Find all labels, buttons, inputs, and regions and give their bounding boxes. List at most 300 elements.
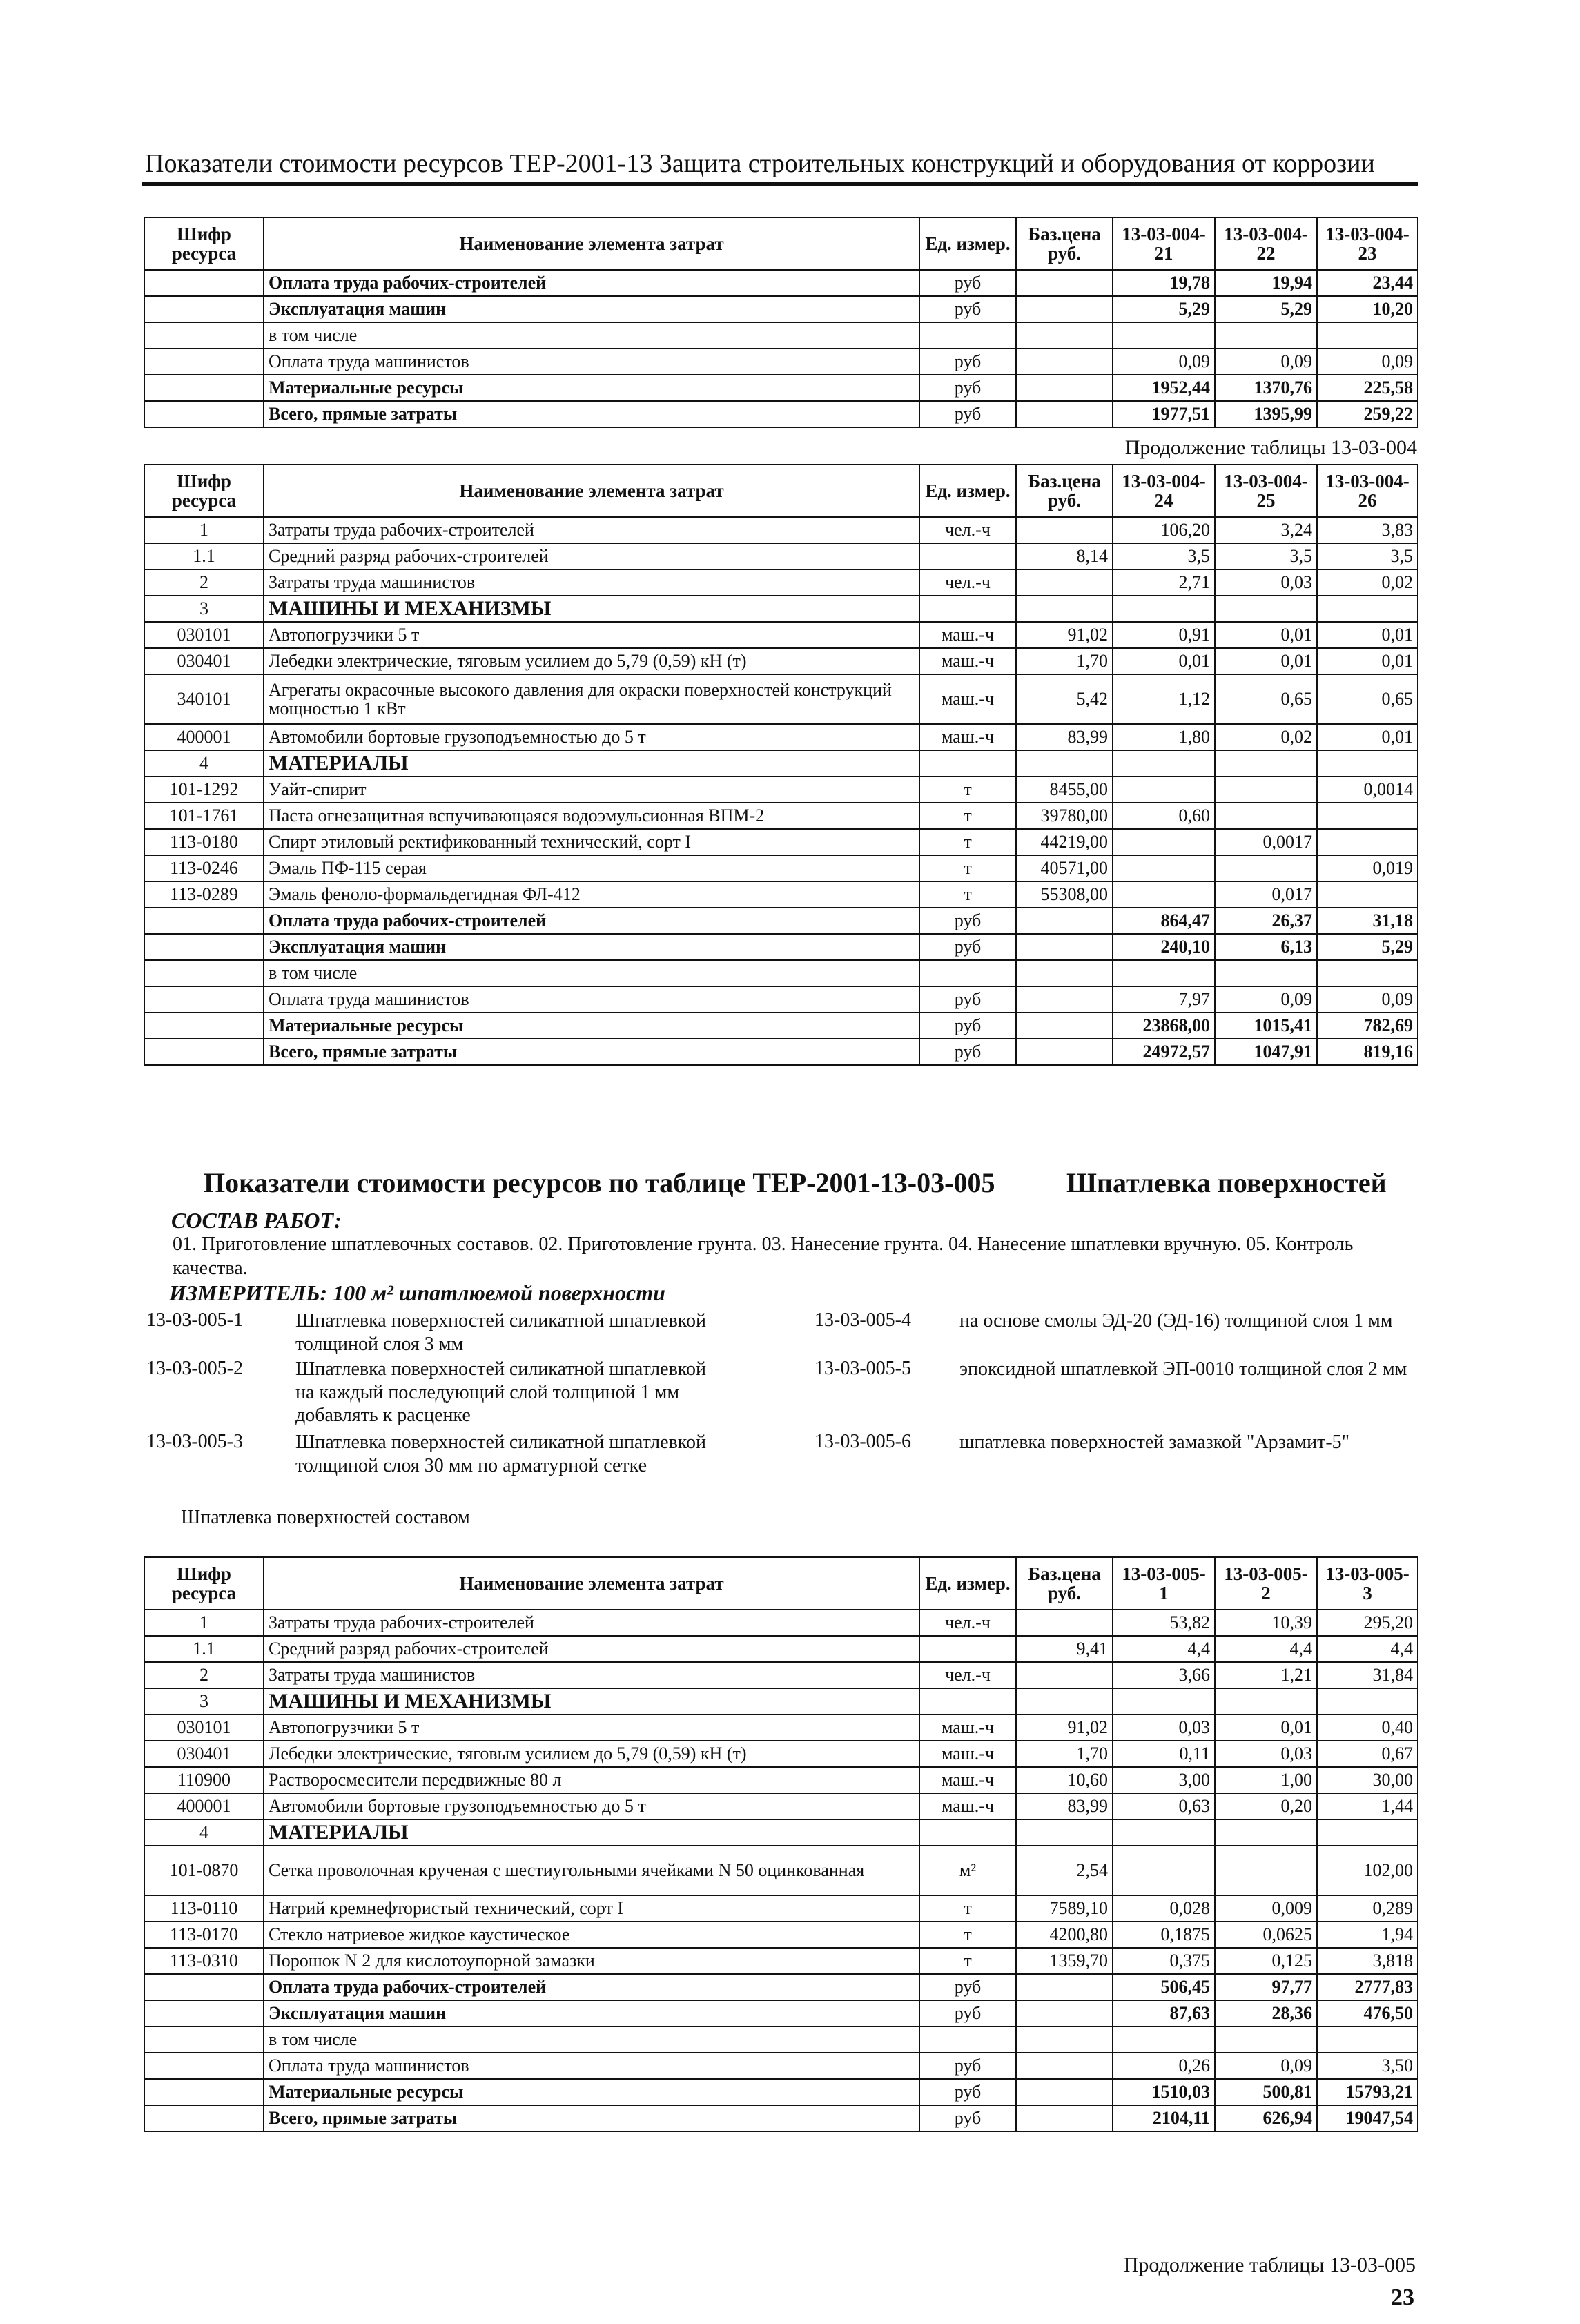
cell-value [1113,1819,1215,1846]
cell-value [1317,803,1418,829]
cell-price [1016,2000,1113,2027]
cell-value: 19,94 [1215,270,1317,296]
cell-price [1016,2053,1113,2079]
cell-unit: руб [919,908,1016,934]
cell-price: 5,42 [1016,674,1113,724]
cell-value: 0,65 [1317,674,1418,724]
cell-code: 113-0170 [144,1922,264,1948]
cell-name: МАШИНЫ И МЕХАНИЗМЫ [264,596,919,622]
cell-value: 5,29 [1317,934,1418,960]
cell-unit: чел.-ч [919,1662,1016,1688]
cell-code: 2 [144,569,264,596]
cell-value [1113,750,1215,777]
cell-value: 0,019 [1317,855,1418,881]
cell-code: 110900 [144,1767,264,1793]
cell-unit: маш.-ч [919,622,1016,648]
cell-code: 030101 [144,622,264,648]
cell-value: 0,0625 [1215,1922,1317,1948]
cell-code: 1 [144,1610,264,1636]
cell-name: в том числе [264,322,919,349]
cell-value: 0,01 [1317,622,1418,648]
cell-code: 3 [144,596,264,622]
cell-value: 1,12 [1113,674,1215,724]
cell-price [1016,1013,1113,1039]
cell-price [1016,2105,1113,2131]
cell-name: Средний разряд рабочих-строителей [264,543,919,569]
cell-value: 0,03 [1113,1715,1215,1741]
cell-value [1215,322,1317,349]
table-row [144,296,1418,322]
cell-value: 5,29 [1215,296,1317,322]
cell-value: 0,09 [1215,2053,1317,2079]
cell-code [144,2053,264,2079]
cell-value: 1,00 [1215,1767,1317,1793]
cell-value: 102,00 [1317,1846,1418,1895]
cell-price: 91,02 [1016,1715,1113,1741]
cell-price: 9,41 [1016,1636,1113,1662]
cell-unit: маш.-ч [919,674,1016,724]
cell-value: 0,028 [1113,1895,1215,1922]
cell-value: 1,94 [1317,1922,1418,1948]
header-rate-code: 13-03-004-24 [1113,465,1215,517]
cell-price [1016,270,1113,296]
continuation-note-2: Продолжение таблицы 13-03-005 [1123,2254,1416,2276]
header-name: Наименование элемента затрат [264,1557,919,1610]
cell-price: 91,02 [1016,622,1113,648]
cell-price [1016,1039,1113,1065]
cell-value: 476,50 [1317,2000,1418,2027]
cell-unit: руб [919,401,1016,427]
cell-unit: руб [919,349,1016,375]
table-row [144,908,1418,934]
item-code: 13-03-005-5 [815,1358,911,1379]
cell-value: 10,39 [1215,1610,1317,1636]
table-row [144,401,1418,427]
cell-value: 0,09 [1215,986,1317,1013]
cell-value: 819,16 [1317,1039,1418,1065]
cell-code [144,401,264,427]
cell-value: 0,09 [1317,986,1418,1013]
cell-code: 4 [144,750,264,777]
cell-value: 30,00 [1317,1767,1418,1793]
cell-price [1016,2079,1113,2105]
cell-code: 1.1 [144,543,264,569]
cell-value: 0,0017 [1215,829,1317,855]
cell-value [1113,596,1215,622]
cell-value [1215,596,1317,622]
cell-value: 0,02 [1317,569,1418,596]
cell-price [1016,517,1113,543]
table-row [144,270,1418,296]
item-text: Шпатлевка поверхностей силикатной шпатлевкой толщиной слоя 30 мм по арматурной сетке [295,1432,706,1476]
cell-name: Автопогрузчики 5 т [264,622,919,648]
cell-value: 3,66 [1113,1662,1215,1688]
cell-value: 0,01 [1215,622,1317,648]
table-row [144,803,1418,829]
cell-unit: руб [919,986,1016,1013]
table-row [144,2105,1418,2131]
header-rate-code: 13-03-004-21 [1113,217,1215,270]
cell-value: 0,01 [1317,724,1418,750]
cell-price: 8,14 [1016,543,1113,569]
cell-value: 0,26 [1113,2053,1215,2079]
cell-name: МАТЕРИАЛЫ [264,1819,919,1846]
cell-unit: руб [919,1039,1016,1065]
cell-code: 1.1 [144,1636,264,1662]
cell-unit [919,2027,1016,2053]
cell-value [1215,777,1317,803]
cell-value [1317,2027,1418,2053]
cell-name: Всего, прямые затраты [264,2105,919,2131]
resource-table-2 [144,464,1418,1066]
table-header-row [144,217,1418,270]
cell-code: 030401 [144,1741,264,1767]
cell-name: Материальные ресурсы [264,375,919,401]
cell-value [1113,2027,1215,2053]
cell-value [1317,1688,1418,1715]
table-row [144,2000,1418,2027]
cell-value: 782,69 [1317,1013,1418,1039]
cell-name: Порошок N 2 для кислотоупорной замазки [264,1948,919,1974]
cell-unit: чел.-ч [919,569,1016,596]
cell-value: 0,11 [1113,1741,1215,1767]
cell-value: 3,5 [1215,543,1317,569]
cell-code: 113-0180 [144,829,264,855]
cell-value: 225,58 [1317,375,1418,401]
table-row [144,1715,1418,1741]
cell-code [144,296,264,322]
cell-name: Оплата труда машинистов [264,349,919,375]
cell-value: 3,00 [1113,1767,1215,1793]
header-code: Шифр ресурса [144,1557,264,1610]
cell-name: Оплата труда рабочих-строителей [264,908,919,934]
cell-value: 0,017 [1215,881,1317,908]
cell-price: 40571,00 [1016,855,1113,881]
table-row [144,2053,1418,2079]
cell-name: Сетка проволочная крученая с шестиугольными ячейками N 50 оцинкованная [264,1846,919,1895]
cell-value: 0,63 [1113,1793,1215,1819]
cell-unit: т [919,829,1016,855]
cell-code: 1 [144,517,264,543]
cell-value: 4,4 [1215,1636,1317,1662]
header-name: Наименование элемента затрат [264,465,919,517]
cell-name: Затраты труда рабочих-строителей [264,517,919,543]
cell-price [1016,2027,1113,2053]
table-row [144,517,1418,543]
cell-value: 0,01 [1215,1715,1317,1741]
cell-code [144,908,264,934]
cell-code [144,375,264,401]
cell-value: 1510,03 [1113,2079,1215,2105]
cell-value: 864,47 [1113,908,1215,934]
cell-name: Оплата труда рабочих-строителей [264,1974,919,2000]
cell-value [1215,2027,1317,2053]
cell-code [144,349,264,375]
cell-value: 0,40 [1317,1715,1418,1741]
cell-value: 0,03 [1215,1741,1317,1767]
cell-name: Средний разряд рабочих-строителей [264,1636,919,1662]
cell-value: 106,20 [1113,517,1215,543]
cell-price: 83,99 [1016,724,1113,750]
cell-unit: руб [919,2105,1016,2131]
cell-value: 1395,99 [1215,401,1317,427]
cell-value: 4,4 [1317,1636,1418,1662]
cell-value [1317,881,1418,908]
cell-value: 626,94 [1215,2105,1317,2131]
cell-unit: маш.-ч [919,1715,1016,1741]
cell-code: 030401 [144,648,264,674]
cell-code: 113-0110 [144,1895,264,1922]
cell-value [1317,596,1418,622]
cell-price: 4200,80 [1016,1922,1113,1948]
cell-code: 3 [144,1688,264,1715]
cell-value [1113,881,1215,908]
cell-code [144,2027,264,2053]
cell-name: Всего, прямые затраты [264,1039,919,1065]
table-row [144,855,1418,881]
cell-value [1113,855,1215,881]
section-title: Показатели стоимости ресурсов по таблице ТЕР-2001-13-03-005 [204,1167,995,1198]
cell-unit [919,543,1016,569]
cell-value: 2777,83 [1317,1974,1418,2000]
cell-price: 1,70 [1016,648,1113,674]
item-text: Шпатлевка поверхностей силикатной шпатлевкой толщиной слоя 3 мм [295,1310,706,1355]
header-price: Баз.цена руб. [1016,465,1113,517]
cell-value: 3,818 [1317,1948,1418,1974]
header-rate-code: 13-03-005-2 [1215,1557,1317,1610]
table-row [144,986,1418,1013]
header-rate-code: 13-03-004-26 [1317,465,1418,517]
cell-value: 0,91 [1113,622,1215,648]
cell-code [144,1039,264,1065]
cell-value: 3,5 [1113,543,1215,569]
cell-price: 7589,10 [1016,1895,1113,1922]
cell-value: 0,125 [1215,1948,1317,1974]
continuation-note-1: Продолжение таблицы 13-03-004 [1124,436,1417,459]
cell-price [1016,349,1113,375]
cell-code: 340101 [144,674,264,724]
cell-name: Оплата труда рабочих-строителей [264,270,919,296]
cell-name: Автомобили бортовые грузоподъемностью до 5 т [264,724,919,750]
cell-value: 19,78 [1113,270,1215,296]
header-rate-code: 13-03-005-3 [1317,1557,1418,1610]
cell-price [1016,750,1113,777]
item-code: 13-03-005-3 [146,1431,243,1452]
cell-name: Агрегаты окрасочные высокого давления для окраски поверхностей конструкций мощностью 1 кВт [264,674,919,724]
cell-value: 0,65 [1215,674,1317,724]
cell-value [1317,829,1418,855]
cell-value: 0,01 [1113,648,1215,674]
cell-value: 500,81 [1215,2079,1317,2105]
cell-value: 2104,11 [1113,2105,1215,2131]
cell-unit [919,750,1016,777]
cell-price [1016,322,1113,349]
header-name: Наименование элемента затрат [264,217,919,270]
cell-value: 23868,00 [1113,1013,1215,1039]
cell-unit: руб [919,2000,1016,2027]
cell-unit: руб [919,2053,1016,2079]
cell-price [1016,401,1113,427]
cell-unit: руб [919,375,1016,401]
cell-price: 83,99 [1016,1793,1113,1819]
cell-value: 0,01 [1317,648,1418,674]
cell-value: 53,82 [1113,1610,1215,1636]
cell-value: 0,0014 [1317,777,1418,803]
cell-code: 101-0870 [144,1846,264,1895]
cell-name: МАШИНЫ И МЕХАНИЗМЫ [264,1688,919,1715]
cell-unit [919,322,1016,349]
cell-value: 0,09 [1113,349,1215,375]
cell-name: Материальные ресурсы [264,2079,919,2105]
cell-name: МАТЕРИАЛЫ [264,750,919,777]
table-row [144,2027,1418,2053]
cell-name: Натрий кремнефтористый технический, сорт I [264,1895,919,1922]
cell-value [1215,1819,1317,1846]
table-row [144,1039,1418,1065]
cell-unit: т [919,1895,1016,1922]
cell-value: 0,60 [1113,803,1215,829]
cell-value: 6,13 [1215,934,1317,960]
cell-name: Эмаль ПФ-115 серая [264,855,919,881]
cell-unit: чел.-ч [919,1610,1016,1636]
cell-code: 101-1761 [144,803,264,829]
cell-value: 0,20 [1215,1793,1317,1819]
cell-name: Лебедки электрические, тяговым усилием до 5,79 (0,59) кН (т) [264,648,919,674]
table-row [144,375,1418,401]
cell-unit: т [919,1922,1016,1948]
cell-price [1016,1819,1113,1846]
table-row [144,750,1418,777]
cell-code [144,270,264,296]
cell-name: Оплата труда машинистов [264,2053,919,2079]
cell-code [144,934,264,960]
table-row [144,1846,1418,1895]
cell-code: 101-1292 [144,777,264,803]
table-row [144,1793,1418,1819]
cell-value [1113,829,1215,855]
header-price: Баз.цена руб. [1016,217,1113,270]
meter-label: ИЗМЕРИТЕЛЬ: 100 м² шпатлюемой поверхности [169,1280,665,1305]
table-row [144,960,1418,986]
cell-value: 19047,54 [1317,2105,1418,2131]
cell-code [144,2105,264,2131]
cell-price: 1359,70 [1016,1948,1113,1974]
cell-name: Лебедки электрические, тяговым усилием до 5,79 (0,59) кН (т) [264,1741,919,1767]
table-row [144,648,1418,674]
header-rule [142,182,1418,186]
cell-value: 2,71 [1113,569,1215,596]
cell-unit: руб [919,296,1016,322]
cell-value: 0,67 [1317,1741,1418,1767]
item-text: на основе смолы ЭД-20 (ЭД-16) толщиной слоя 1 мм [959,1310,1393,1331]
cell-name: Стекло натриевое жидкое каустическое [264,1922,919,1948]
cell-unit: руб [919,1013,1016,1039]
cell-unit: т [919,777,1016,803]
cell-unit: маш.-ч [919,1793,1016,1819]
cell-code [144,1013,264,1039]
cell-unit [919,1819,1016,1846]
cell-name: Автомобили бортовые грузоподъемностью до 5 т [264,1793,919,1819]
cell-value: 3,5 [1317,543,1418,569]
cell-name: Эмаль феноло-формальдегидная ФЛ-412 [264,881,919,908]
cell-price: 44219,00 [1016,829,1113,855]
table-row [144,569,1418,596]
item-code: 13-03-005-6 [815,1431,911,1452]
cell-value [1215,960,1317,986]
table-row [144,1819,1418,1846]
cell-unit [919,960,1016,986]
header-price: Баз.цена руб. [1016,1557,1113,1610]
cell-value: 24972,57 [1113,1039,1215,1065]
cell-price [1016,375,1113,401]
cell-code [144,960,264,986]
cell-unit: чел.-ч [919,517,1016,543]
cell-value [1113,1688,1215,1715]
cell-unit: маш.-ч [919,1741,1016,1767]
cell-value: 506,45 [1113,1974,1215,2000]
cell-value: 31,18 [1317,908,1418,934]
cell-price [1016,908,1113,934]
cell-value: 0,03 [1215,569,1317,596]
cell-unit: т [919,881,1016,908]
cell-code: 400001 [144,1793,264,1819]
cell-value [1113,322,1215,349]
cell-value: 1,80 [1113,724,1215,750]
cell-value: 15793,21 [1317,2079,1418,2105]
cell-price [1016,986,1113,1013]
cell-name: Растворосмесители передвижные 80 л [264,1767,919,1793]
group-note: Шпатлевка поверхностей составом [181,1507,470,1528]
cell-code [144,2000,264,2027]
table-row [144,1662,1418,1688]
header-rate-code: 13-03-005-1 [1113,1557,1215,1610]
table-row [144,1974,1418,2000]
cell-value: 295,20 [1317,1610,1418,1636]
cell-unit [919,596,1016,622]
cell-value: 0,1875 [1113,1922,1215,1948]
cell-value: 1,21 [1215,1662,1317,1688]
table-row [144,1895,1418,1922]
header-rate-code: 13-03-004-25 [1215,465,1317,517]
cell-name: Уайт-спирит [264,777,919,803]
cell-price: 1,70 [1016,1741,1113,1767]
cell-price [1016,296,1113,322]
cell-value [1317,322,1418,349]
cell-name: Затраты труда машинистов [264,569,919,596]
header-unit: Ед. измер. [919,1557,1016,1610]
cell-price [1016,960,1113,986]
cell-unit: маш.-ч [919,648,1016,674]
cell-name: Эксплуатация машин [264,934,919,960]
table-row [144,777,1418,803]
cell-name: в том числе [264,2027,919,2053]
cell-unit: руб [919,934,1016,960]
cell-value [1215,855,1317,881]
cell-code [144,2079,264,2105]
cell-price [1016,596,1113,622]
table-row [144,1767,1418,1793]
cell-name: Всего, прямые затраты [264,401,919,427]
cell-value: 1,44 [1317,1793,1418,1819]
item-code: 13-03-005-4 [815,1309,911,1331]
cell-code: 4 [144,1819,264,1846]
cell-value [1215,803,1317,829]
cell-name: Затраты труда машинистов [264,1662,919,1688]
cell-name: в том числе [264,960,919,986]
cell-unit: м² [919,1846,1016,1895]
table-row [144,596,1418,622]
cell-price [1016,1610,1113,1636]
